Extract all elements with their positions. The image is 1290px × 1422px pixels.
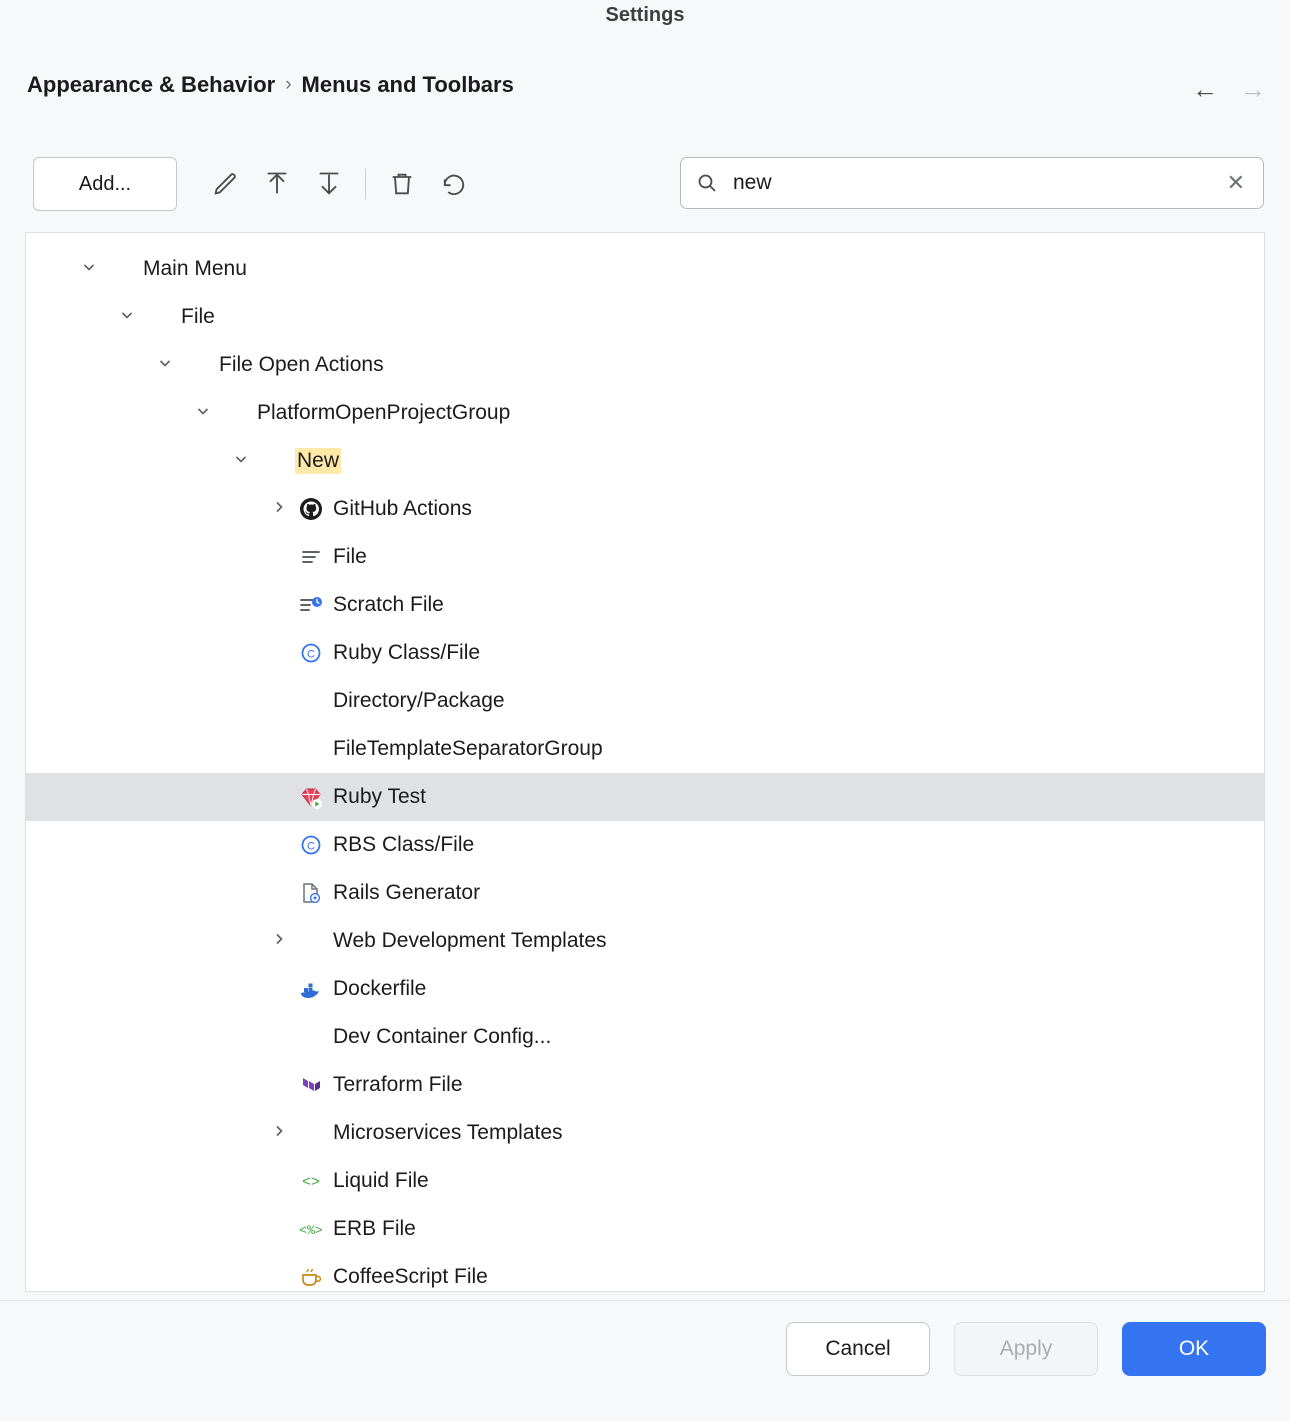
- tree-node-label: FileTemplateSeparatorGroup: [333, 737, 603, 760]
- footer-divider: [0, 1300, 1290, 1301]
- tree-node[interactable]: [26, 533, 1264, 581]
- chevron-down-icon[interactable]: [116, 307, 138, 327]
- ruby-test-icon: [296, 785, 326, 809]
- breadcrumb-root[interactable]: Appearance & Behavior: [27, 72, 276, 97]
- tree-node[interactable]: [26, 965, 1264, 1013]
- chevron-down-icon[interactable]: [230, 451, 252, 471]
- tree-node-label: RBS Class/File: [333, 833, 475, 856]
- tree-node-label: CoffeeScript File: [333, 1265, 488, 1288]
- breadcrumb-current: Menus and Toolbars: [301, 72, 514, 97]
- coffeescript-icon: [296, 1265, 326, 1289]
- search-icon: [695, 171, 725, 195]
- tree-node-label: File: [181, 305, 215, 328]
- tree-node[interactable]: [26, 1109, 1264, 1157]
- breadcrumb-separator: ›: [285, 74, 292, 95]
- tree-node[interactable]: [26, 437, 1264, 485]
- tree-node-label: ERB File: [333, 1217, 416, 1240]
- breadcrumb: [27, 72, 514, 98]
- ok-button[interactable]: OK: [1122, 1322, 1266, 1376]
- tree-node-label: Rails Generator: [333, 881, 481, 904]
- clear-search-icon[interactable]: ✕: [1226, 170, 1245, 195]
- tree-node-label: File: [333, 545, 367, 568]
- tree-node-label: Ruby Class/File: [333, 641, 481, 664]
- tree-node[interactable]: [26, 581, 1264, 629]
- tree-node[interactable]: [26, 1157, 1264, 1205]
- forward-arrow-icon[interactable]: →: [1240, 74, 1266, 104]
- liquid-icon: [296, 1169, 326, 1193]
- tree-node-label: Web Development Templates: [333, 929, 607, 952]
- tree-node-label: PlatformOpenProjectGroup: [257, 401, 511, 424]
- tree-node-label: Liquid File: [333, 1169, 429, 1192]
- tree-node-label: Dev Container Config...: [333, 1025, 552, 1048]
- navigation-arrows: [1192, 76, 1266, 102]
- chevron-right-icon[interactable]: [268, 1123, 290, 1143]
- tree-node-label: Dockerfile: [333, 977, 427, 1000]
- tree-node[interactable]: [26, 821, 1264, 869]
- add-button[interactable]: Add...: [33, 157, 177, 211]
- dialog-footer: [0, 1322, 1290, 1376]
- docker-icon: [296, 977, 326, 1001]
- tree-node-label: GitHub Actions: [333, 497, 472, 520]
- class-c-icon: [296, 641, 326, 665]
- tree-node[interactable]: [26, 389, 1264, 437]
- tree-node-label: Scratch File: [333, 593, 444, 616]
- tree-node-label: Terraform File: [333, 1073, 463, 1096]
- toolbar-icon-group: [199, 161, 480, 207]
- search-input[interactable]: [725, 170, 1221, 196]
- chevron-down-icon[interactable]: [154, 355, 176, 375]
- tree-node-label: New: [297, 449, 340, 472]
- tree-node-label: Directory/Package: [333, 689, 505, 712]
- file-lines-icon: [296, 545, 326, 569]
- tree-node[interactable]: [26, 1205, 1264, 1253]
- svg-text:<%>: <%>: [299, 1223, 323, 1238]
- tree-node[interactable]: [26, 341, 1264, 389]
- tree-node-label: Main Menu: [143, 257, 247, 280]
- toolbar-divider: [365, 169, 366, 199]
- tree-node[interactable]: [26, 293, 1264, 341]
- svg-text:C: C: [307, 840, 315, 853]
- search-box[interactable]: [680, 157, 1264, 209]
- cancel-button[interactable]: Cancel: [786, 1322, 930, 1376]
- tree-node[interactable]: [26, 1253, 1264, 1292]
- apply-button[interactable]: Apply: [954, 1322, 1098, 1376]
- tree-node-label: Microservices Templates: [333, 1121, 563, 1144]
- tree-node[interactable]: [26, 1013, 1264, 1061]
- chevron-down-icon[interactable]: [78, 259, 100, 279]
- tree-node[interactable]: [26, 1061, 1264, 1109]
- tree-node[interactable]: [26, 917, 1264, 965]
- github-icon: [296, 497, 326, 521]
- move-down-icon[interactable]: [303, 161, 355, 207]
- tree-node-label: Ruby Test: [333, 785, 426, 808]
- back-arrow-icon[interactable]: ←: [1192, 74, 1218, 104]
- terraform-icon: [296, 1073, 326, 1097]
- tree-node[interactable]: [26, 725, 1264, 773]
- menu-tree: [26, 233, 1264, 1292]
- tree-node[interactable]: [26, 677, 1264, 725]
- chevron-down-icon[interactable]: [192, 403, 214, 423]
- pencil-icon[interactable]: [199, 161, 251, 207]
- chevron-right-icon[interactable]: [268, 931, 290, 951]
- tree-node-label: File Open Actions: [219, 353, 384, 376]
- svg-text:<>: <>: [301, 1174, 321, 1191]
- trash-icon[interactable]: [376, 161, 428, 207]
- tree-node[interactable]: [26, 245, 1264, 293]
- class-c-icon: [296, 833, 326, 857]
- rails-generator-icon: [296, 881, 326, 905]
- window-title: Settings: [605, 4, 685, 26]
- tree-node[interactable]: [26, 773, 1264, 821]
- erb-icon: [296, 1217, 326, 1241]
- revert-icon[interactable]: [428, 161, 480, 207]
- tree-node[interactable]: [26, 485, 1264, 533]
- tree-node[interactable]: [26, 629, 1264, 677]
- scratch-file-icon: [296, 593, 326, 617]
- menu-tree-panel[interactable]: [25, 232, 1265, 1292]
- chevron-right-icon[interactable]: [268, 499, 290, 519]
- tree-node[interactable]: [26, 869, 1264, 917]
- move-up-icon[interactable]: [251, 161, 303, 207]
- svg-text:C: C: [307, 648, 315, 661]
